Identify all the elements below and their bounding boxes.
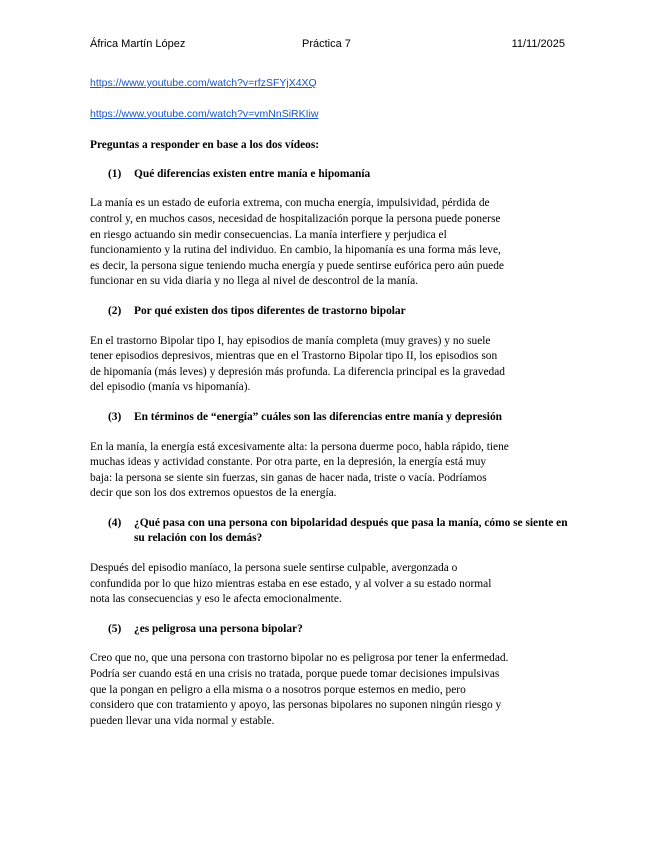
answer-line: La manía es un estado de euforia extrema, con mucha energía, impulsividad, pérdida de xyxy=(90,197,490,210)
question-text: ¿es peligrosa una persona bipolar? xyxy=(134,622,303,635)
answer-line: decir que son los dos extremos opuestos de la energía. xyxy=(90,487,337,500)
answer-paragraph xyxy=(90,334,568,396)
answer-line: pueden llevar una vida normal y estable. xyxy=(90,714,275,727)
question-text: En términos de “energía” cuáles son las diferencias entre manía y depresión xyxy=(134,410,502,423)
video-link-1[interactable]: https://www.youtube.com/watch?v=rfzSFYjX4XQ xyxy=(90,77,317,89)
answer-line: En el trastorno Bipolar tipo I, hay episodios de manía completa (muy graves) y no suele xyxy=(90,334,491,347)
questions-list xyxy=(90,167,568,730)
answer-paragraph xyxy=(90,561,568,608)
question-heading xyxy=(90,622,568,638)
answer-line: nota las consecuencias y eso le afecta emocionalmente. xyxy=(90,593,342,606)
answer-line: es decir, la persona sigue teniendo mucha energía y puede sentirse eufórica pero aún puede xyxy=(90,259,504,272)
question-heading xyxy=(90,304,568,320)
answer-line: del episodio (manía vs hipomanía). xyxy=(90,381,251,394)
answer-paragraph xyxy=(90,651,568,729)
page-header xyxy=(90,38,565,54)
answer-line: en riesgo actuando sin medir consecuencias. La manía interfiere y perjudica el xyxy=(90,228,447,241)
answer-line: tener episodios depresivos, mientras que en el Trastorno Bipolar tipo II, los episodios son xyxy=(90,350,498,363)
answer-line: funcionamiento y la rutina del individuo. En cambio, la hipomanía es una forma más leve, xyxy=(90,244,501,257)
answer-paragraph xyxy=(90,196,568,290)
questions-intro: Preguntas a responder en base a los dos vídeos: xyxy=(90,139,320,152)
question-heading xyxy=(90,167,568,183)
answer-line: que la pongan en peligro a ella misma o a nosotros porque estemos en medio, pero xyxy=(90,683,466,696)
question-heading xyxy=(90,516,568,547)
question-heading xyxy=(90,410,568,426)
document-date: 11/11/2025 xyxy=(511,38,565,50)
video-link-2[interactable]: https://www.youtube.com/watch?v=vmNnSiRKIiw xyxy=(90,107,319,120)
question-number: (2) xyxy=(108,304,122,317)
answer-line: confundida por lo que hizo mientras estaba en ese estado, y al volver a su estado normal xyxy=(90,577,492,590)
answer-line: Podría ser cuando está en una crisis no tratada, porque puede tomar decisiones impulsivas xyxy=(90,668,500,681)
question-number: (5) xyxy=(108,622,122,635)
author-name: África Martín López xyxy=(90,38,186,50)
answer-line: considero que con tratamiento y apoyo, las personas bipolares no suponen ningún riesgo y xyxy=(90,699,502,712)
question-text: ¿Qué pasa con una persona con bipolaridad después que pasa la manía, cómo se siente en su relación con los demás? xyxy=(134,516,568,545)
question-number: (4) xyxy=(108,516,122,529)
question-text: Qué diferencias existen entre manía e hipomanía xyxy=(134,167,371,180)
answer-paragraph xyxy=(90,440,568,502)
document-body xyxy=(90,76,568,743)
answer-line: baja: la persona se siente sin fuerzas, sin ganas de hacer nada, triste o vacía. Podríamos xyxy=(90,471,487,484)
answer-line: Creo que no, que una persona con trastorno bipolar no es peligrosa por tener la enfermedad. xyxy=(90,652,509,665)
question-number: (3) xyxy=(108,410,122,423)
answer-line: control y, en muchos casos, necesidad de hospitalización porque la persona puede ponerse xyxy=(90,212,501,225)
answer-line: En la manía, la energía está excesivamente alta: la persona duerme poco, habla rápido, tiene xyxy=(90,440,509,453)
answer-line: muchas ideas y actividad constante. Por otra parte, en la depresión, la energía está muy xyxy=(90,456,487,469)
question-text: Por qué existen dos tipos diferentes de trastorno bipolar xyxy=(134,304,406,317)
answer-line: funcionar en su vida diaria y no llega al nivel de descontrol de la manía. xyxy=(90,275,418,288)
answer-line: Después del episodio maníaco, la persona suele sentirse culpable, avergonzada o xyxy=(90,562,458,575)
document-title: Práctica 7 xyxy=(302,38,351,50)
answer-line: de hipomanía (más leves) y depresión más profunda. La diferencia principal es la gravedad xyxy=(90,365,505,378)
question-number: (1) xyxy=(108,167,122,180)
